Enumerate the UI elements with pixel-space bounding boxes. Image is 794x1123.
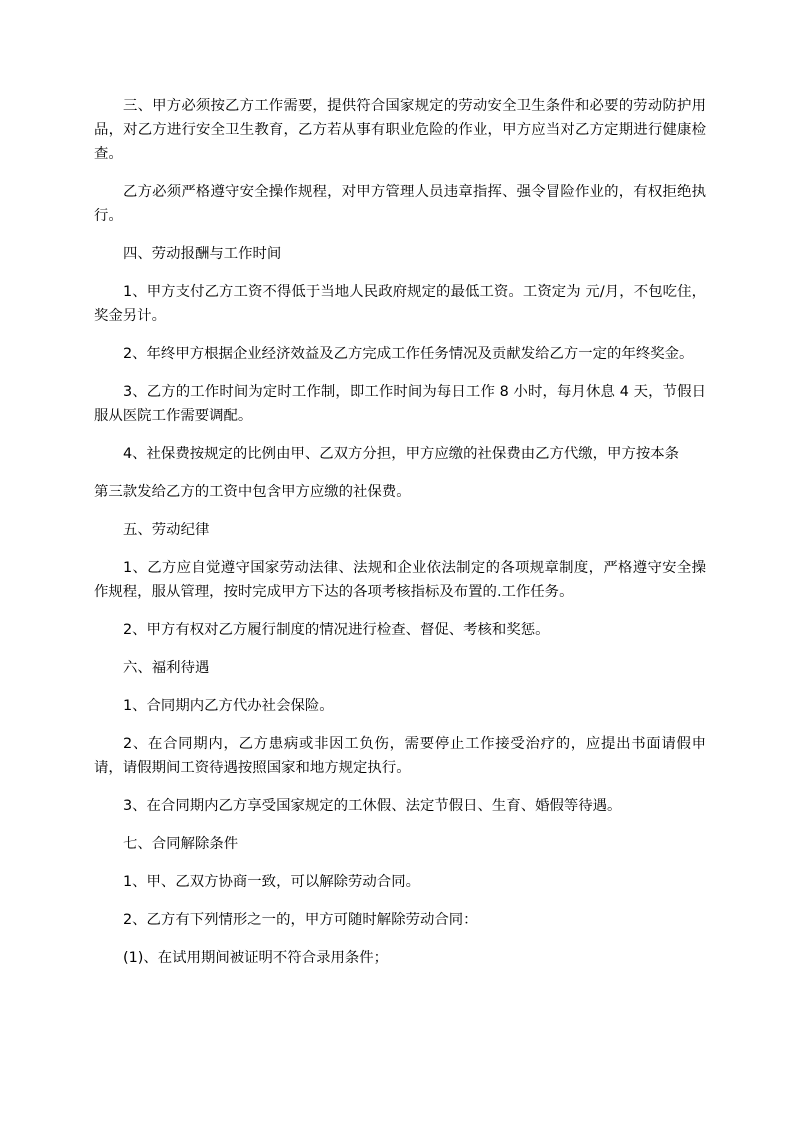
- paragraph-safety-rules: 乙方必须严格遵守安全操作规程，对甲方管理人员违章指挥、强令冒险作业的，有权拒绝执行。: [94, 184, 706, 224]
- paragraph-welfare-insurance: 1、合同期内乙方代办社会保险。: [123, 698, 334, 714]
- paragraph-discipline-inspection: 2、甲方有权对乙方履行制度的情况进行检查、督促、考核和奖惩。: [123, 622, 550, 638]
- paragraph-clause-3-safety: 三、甲方必须按乙方工作需要，提供符合国家规定的劳动安全卫生条件和必要的劳动防护用品，对乙方进行安全卫生教育，乙方若从事有职业危险的作业，甲方应当对乙方定期进行健康检查。: [94, 98, 706, 162]
- section-heading-remuneration: 四、劳动报酬与工作时间: [123, 246, 282, 262]
- paragraph-working-hours: 3、乙方的工作时间为定时工作制，即工作时间为每日工作 8 小时，每月休息 4 天，节假日 服从医院工作需要调配。: [94, 384, 706, 424]
- paragraph-social-insurance: 4、社保费按规定的比例由甲、乙双方分担，甲方应缴的社保费由乙方代缴，甲方按本条: [123, 446, 680, 462]
- paragraph-year-end-bonus: 2、年终甲方根据企业经济效益及乙方完成工作任务情况及贡献发给乙方一定的年终奖金。: [123, 346, 694, 362]
- paragraph-termination-conditions: 2、乙方有下列情形之一的，甲方可随时解除劳动合同：: [123, 912, 478, 928]
- paragraph-termination-mutual: 1、甲、乙双方协商一致，可以解除劳动合同。: [123, 874, 420, 890]
- paragraph-discipline-compliance: 1、乙方应自觉遵守国家劳动法律、法规和企业依法制定的各项规章制度，严格遵守安全操作规程，服从管理，按时完成甲方下达的各项考核指标及布置的.工作任务。: [94, 560, 706, 600]
- paragraph-welfare-sick-leave: 2、在合同期内，乙方患病或非因工负伤，需要停止工作接受治疗的，应提出书面请假申请，请假期间工资待遇按照国家和地方规定执行。: [94, 736, 706, 776]
- paragraph-social-insurance-cont: 第三款发给乙方的工资中包含甲方应缴的社保费。: [94, 484, 411, 500]
- section-heading-welfare: 六、福利待遇: [123, 660, 210, 676]
- paragraph-wage: 1、甲方支付乙方工资不得低于当地人民政府规定的最低工资。工资定为 元/月，不包吃住，奖金另计。: [94, 284, 706, 324]
- paragraph-welfare-holidays: 3、在合同期内乙方享受国家规定的工休假、法定节假日、生育、婚假等待遇。: [123, 798, 622, 814]
- section-heading-termination: 七、合同解除条件: [123, 836, 239, 852]
- section-heading-discipline: 五、劳动纪律: [123, 522, 210, 538]
- paragraph-termination-probation: (1)、在试用期间被证明不符合录用条件；: [123, 950, 389, 966]
- document-body: [94, 94, 706, 984]
